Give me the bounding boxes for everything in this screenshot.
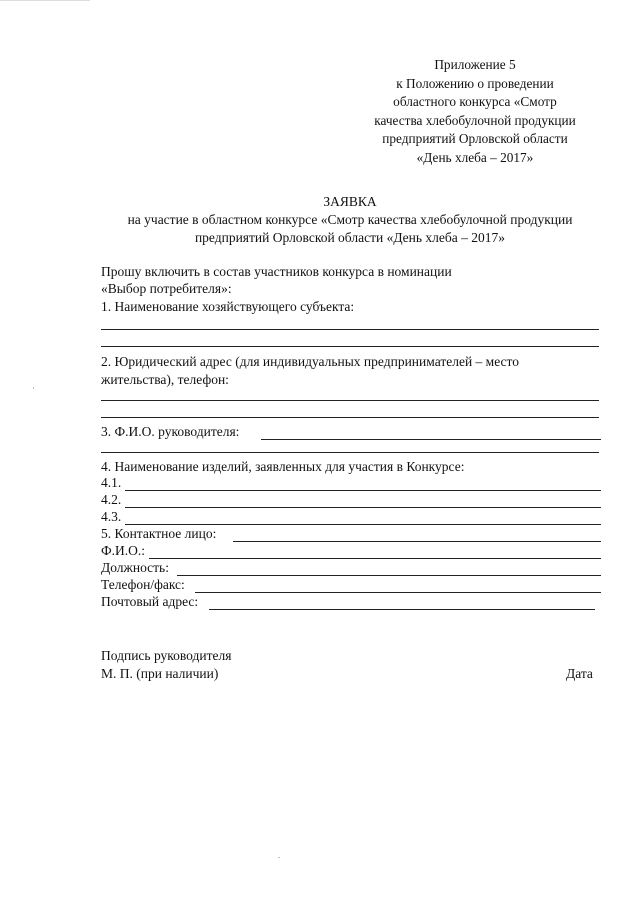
entity-name-line[interactable]: [101, 346, 599, 347]
contact-fio-underline[interactable]: [149, 558, 601, 559]
section-4-label: 4. Наименование изделий, заявленных для участия в Конкурсе:: [101, 459, 465, 474]
contact-position-label: Должность:: [101, 560, 169, 575]
contact-fio-label: Ф.И.О.:: [101, 543, 146, 558]
director-name-underline[interactable]: [261, 439, 601, 440]
intro-text: Прошу включить в состав участников конкурса в номинации: [101, 264, 452, 279]
appendix-line: к Положению о проведении: [396, 75, 554, 91]
appendix-line: качества хлебобулочной продукции: [374, 112, 576, 128]
contact-position-field[interactable]: [101, 560, 601, 578]
stamp-label: М. П. (при наличии): [101, 666, 219, 681]
appendix-line: предприятий Орловской области: [382, 131, 568, 146]
contact-phone-label: Телефон/факс:: [101, 577, 185, 592]
contact-address-label: Почтовый адрес:: [101, 594, 199, 609]
address-line[interactable]: [101, 417, 599, 418]
entity-name-line[interactable]: [101, 329, 599, 330]
director-name-line[interactable]: [101, 452, 599, 453]
contact-person-field[interactable]: [101, 526, 601, 544]
item-label: 4.1.: [101, 475, 122, 490]
item-label: 4.2.: [101, 492, 122, 507]
contact-person-underline[interactable]: [233, 541, 601, 542]
contact-phone-field[interactable]: [101, 577, 601, 595]
form-subtitle-line: на участие в областном конкурсе «Смотр качества хлебобулочной продукции: [127, 212, 573, 227]
head-signature-label: Подпись руководителя: [101, 648, 232, 663]
contact-address-underline[interactable]: [209, 609, 595, 610]
item-underline[interactable]: [125, 524, 601, 525]
contact-position-underline[interactable]: [177, 575, 601, 576]
appendix-header: [350, 56, 600, 167]
intro-nomination: «Выбор потребителя»:: [101, 281, 232, 296]
form-title: [100, 193, 600, 247]
item-underline[interactable]: [125, 507, 601, 508]
item-label: 4.3.: [101, 509, 122, 524]
director-name-field[interactable]: [101, 424, 601, 442]
director-name-label: 3. Ф.И.О. руководителя:: [101, 424, 240, 439]
scan-speck: [278, 857, 280, 858]
contact-fio-field[interactable]: [101, 543, 601, 561]
contact-address-field[interactable]: [101, 594, 601, 612]
scan-speck: [33, 387, 34, 389]
item-field[interactable]: [101, 475, 601, 493]
scan-edge-mark: [0, 0, 90, 1]
item-underline[interactable]: [125, 490, 601, 491]
item-field[interactable]: [101, 492, 601, 510]
date-label: Дата: [566, 666, 593, 681]
section-2-label-cont: жительства), телефон:: [101, 372, 229, 387]
section-1-label: 1. Наименование хозяйствующего субъекта:: [101, 299, 355, 314]
appendix-line: Приложение 5: [434, 57, 516, 72]
item-field[interactable]: [101, 509, 601, 527]
contact-phone-underline[interactable]: [195, 592, 601, 593]
form-subtitle-line: предприятий Орловской области «День хлеба – 2017»: [194, 230, 506, 245]
appendix-line: областного конкурса «Смотр: [393, 94, 557, 109]
address-line[interactable]: [101, 400, 599, 401]
appendix-line: «День хлеба – 2017»: [416, 149, 534, 165]
section-2-label: 2. Юридический адрес (для индивидуальных предпринимателей – место: [101, 354, 520, 369]
form-heading: ЗАЯВКА: [323, 194, 377, 209]
contact-person-label: 5. Контактное лицо:: [101, 526, 217, 541]
